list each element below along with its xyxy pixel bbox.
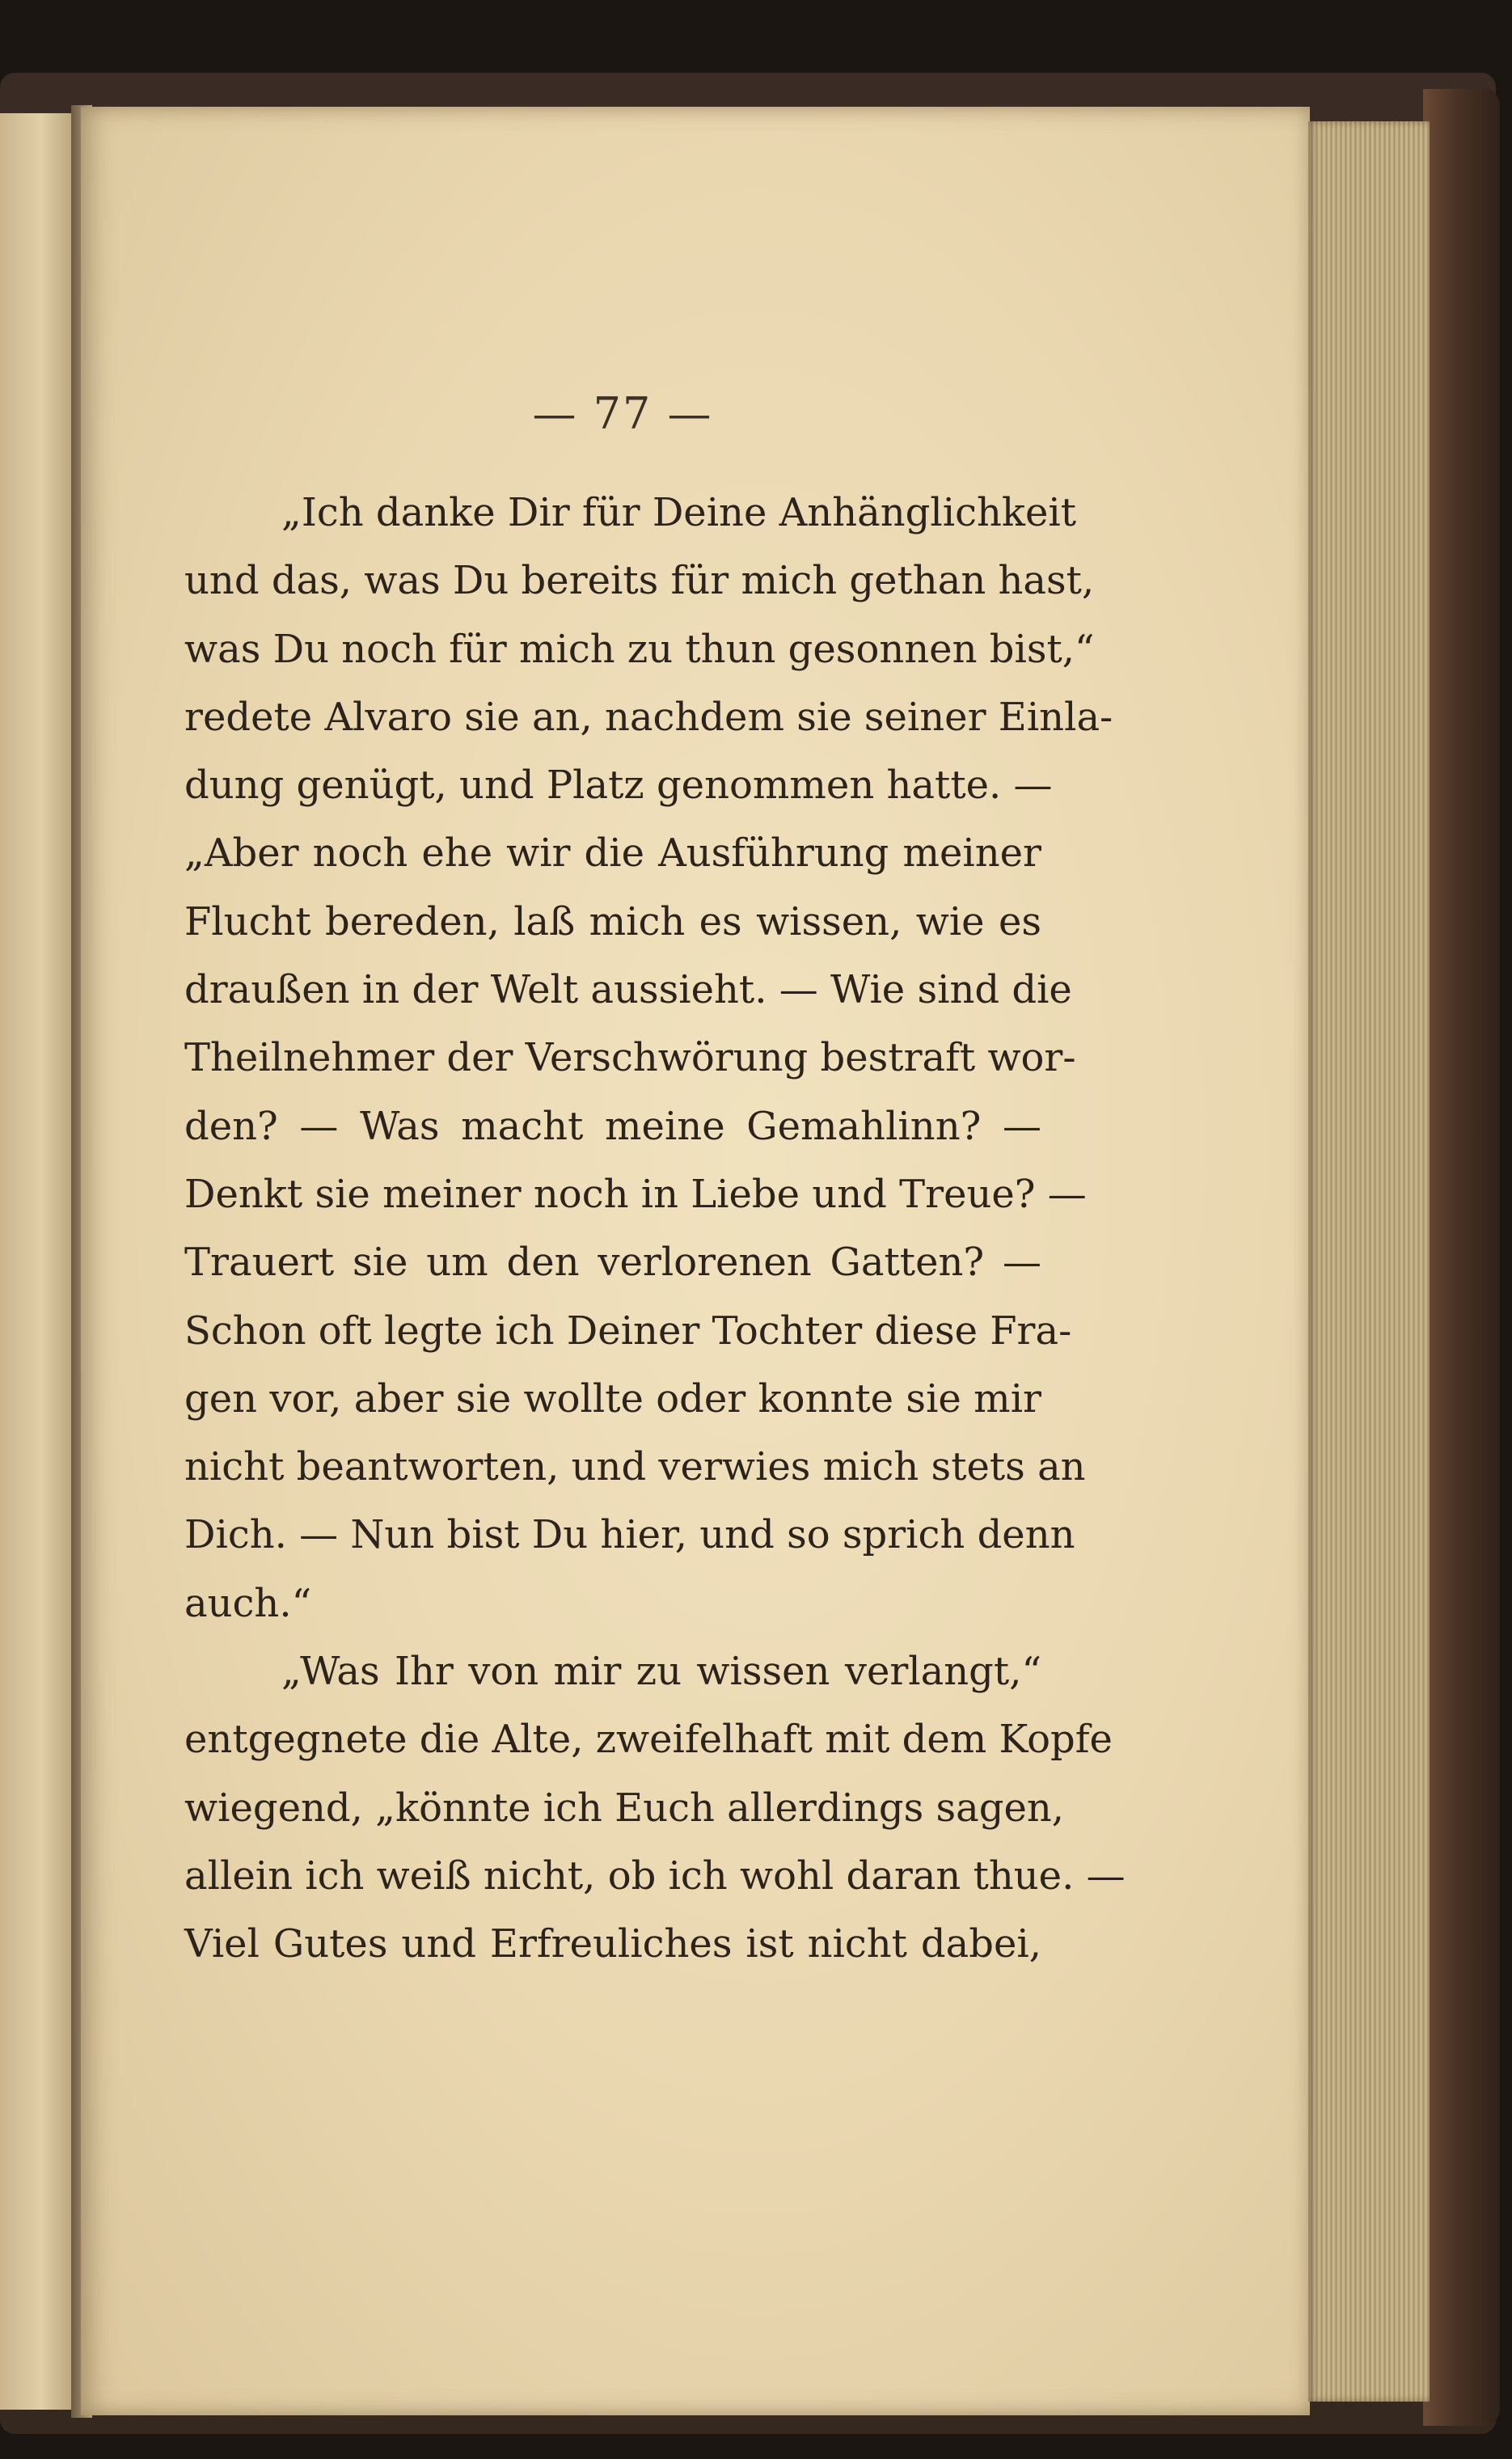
text-line: wiegend, „könnte ich Euch allerdings sagen, [184, 1785, 1065, 1831]
body-text [184, 479, 1126, 1979]
text-line: draußen in der Welt aussieht. — Wie sind die [184, 967, 1072, 1013]
page-stack-edge [1308, 121, 1430, 2402]
text-line: dung genügt, und Platz genommen hatte. — [184, 763, 1053, 809]
text-line: was Du noch für mich zu thun gesonnen bist,“ [184, 626, 1095, 672]
text-line: den? — Was macht meine Gemahlinn? — [184, 1103, 1041, 1149]
text-line: Viel Gutes und Erfreuliches ist nicht dabei, [184, 1921, 1041, 1967]
text-line: entgegnete die Alte, zweifelhaft mit dem Kopfe [184, 1717, 1113, 1763]
text-line: nicht beantworten, und verwies mich stets an [184, 1444, 1086, 1490]
text-line: Denkt sie meiner noch in Liebe und Treue? — [184, 1171, 1087, 1217]
text-line: gen vor, aber sie wollte oder konnte sie mir [184, 1375, 1041, 1422]
text-line: „Was Ihr von mir zu wissen verlangt,“ [281, 1649, 1041, 1695]
text-line: redete Alvaro sie an, nachdem sie seiner Einla- [184, 694, 1113, 740]
text-line: „Ich danke Dir für Deine Anhänglichkeit [281, 490, 1077, 535]
text-line: und das, was Du bereits für mich gethan hast, [184, 558, 1095, 604]
text-line: „Aber noch ehe wir die Ausführung meiner [184, 830, 1041, 877]
page-number: — 77 — [532, 388, 713, 439]
text-line: auch.“ [184, 1580, 312, 1626]
text-line: allein ich weiß nicht, ob ich wohl daran thue. — [184, 1853, 1126, 1899]
cover-edge [1423, 89, 1500, 2426]
text-line: Dich. — Nun bist Du hier, und so sprich denn [184, 1512, 1075, 1558]
text-line: Theilnehmer der Verschwörung bestraft wor- [184, 1035, 1076, 1081]
text-line: Schon oft legte ich Deiner Tochter diese Fra- [184, 1308, 1072, 1354]
previous-page-edge [0, 113, 74, 2410]
text-line: Trauert sie um den verlorenen Gatten? — [184, 1240, 1041, 1286]
text-line: Flucht bereden, laß mich es wissen, wie es [184, 898, 1041, 944]
